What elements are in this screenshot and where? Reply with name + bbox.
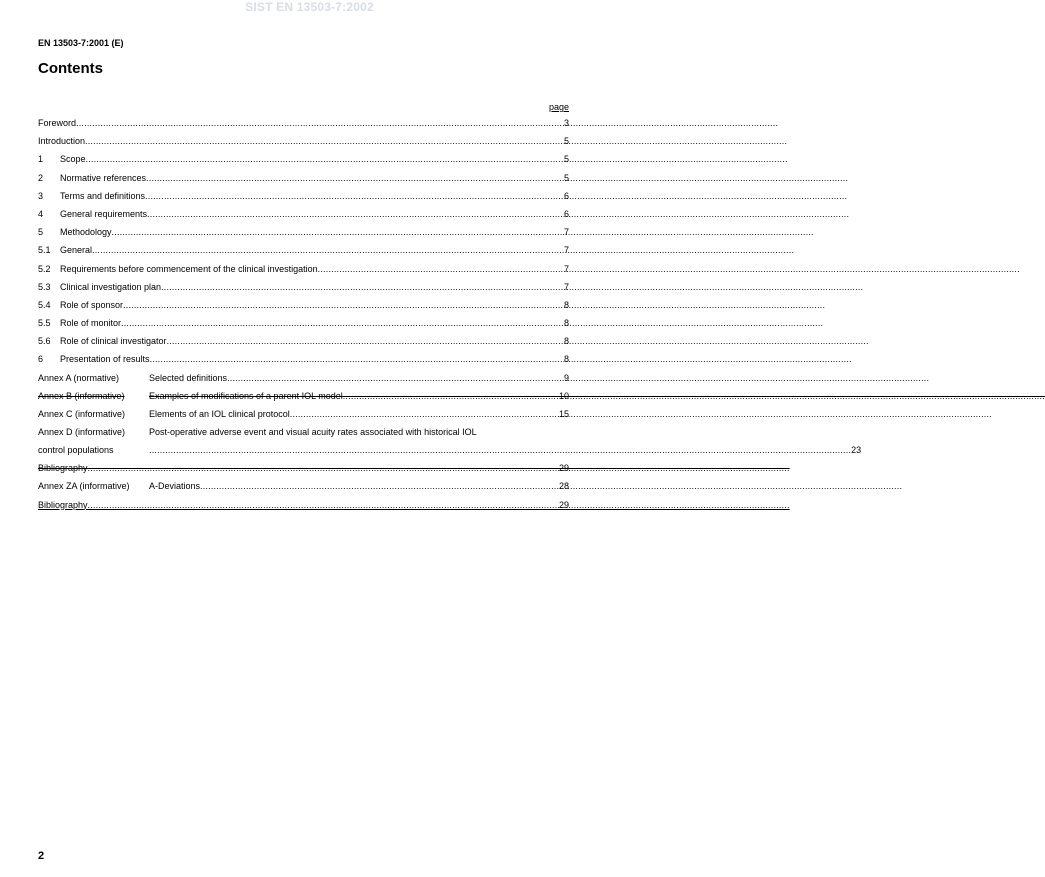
page-title: Contents	[38, 60, 103, 77]
toc-entry-page: 7	[563, 281, 569, 292]
toc-entry-page: 6	[563, 208, 569, 219]
toc-entry-page: 29	[558, 499, 569, 510]
toc-entry-page: 3	[563, 118, 569, 128]
leader-dots	[86, 154, 564, 165]
toc-entry-page: 7	[563, 263, 569, 274]
leader-dots	[121, 318, 564, 329]
watermark: SIST EN 13503-7:2002	[245, 0, 374, 14]
toc-entry[interactable]	[38, 227, 569, 245]
toc-entry-page: 6	[563, 190, 569, 201]
toc-entry[interactable]	[38, 264, 569, 282]
toc-entry-title: Foreword	[38, 118, 77, 128]
toc-entry-page: 8	[563, 354, 569, 365]
toc-entry-annex-b[interactable]	[38, 391, 569, 409]
toc-entry-annex-a[interactable]	[38, 373, 569, 391]
toc-entry-number: 5.6	[38, 336, 51, 347]
toc-entry-title: Elements of an IOL clinical protocol	[149, 409, 290, 419]
toc-entry-title: Selected definitions	[149, 372, 228, 383]
toc-entry-number: 3	[38, 190, 44, 201]
toc-entry-title: Clinical investigation plan	[60, 281, 162, 292]
toc-entry-bibliography[interactable]	[38, 500, 569, 518]
toc-entry-title: General requirements	[60, 208, 148, 219]
toc-entry-title-continued: control populations	[38, 445, 114, 456]
toc-entry[interactable]	[38, 173, 569, 191]
annex-label: Annex C (informative)	[38, 409, 126, 419]
toc-entry-annex-c[interactable]	[38, 409, 569, 427]
leader-dots	[227, 373, 564, 384]
toc-entry-page: 9	[563, 372, 569, 383]
toc-entry[interactable]	[38, 209, 569, 227]
toc-entry-page: 5	[563, 172, 569, 183]
leader-dots	[146, 173, 564, 184]
toc-entry-number: 1	[38, 154, 44, 165]
toc-entry-title: Scope	[60, 154, 86, 165]
toc-entry-title: Role of monitor	[60, 318, 122, 329]
toc-entry-number: 5	[38, 227, 44, 238]
annex-label: Annex D (informative)	[38, 427, 126, 438]
toc-entry-number: 5.1	[38, 245, 51, 256]
leader-dots	[112, 227, 564, 238]
toc-entry-page: 8	[563, 318, 569, 329]
leader-dots	[318, 264, 564, 275]
leader-dots	[343, 391, 559, 402]
toc-entry-title: A-Deviations	[149, 481, 201, 492]
toc-entry[interactable]	[38, 282, 569, 300]
toc-entry-title: Examples of modifications of a parent IOL model	[149, 390, 343, 401]
toc-entry-title: Requirements before commencement of the clinical investigation	[60, 263, 318, 274]
toc-entry-annex-d[interactable]	[38, 427, 862, 463]
toc-entry-page: 28	[558, 481, 569, 492]
toc-entry-number: 6	[38, 354, 44, 365]
toc-entry-page: 15	[558, 409, 569, 419]
toc-entry-page: 5	[563, 136, 569, 147]
toc-entry-page: 7	[563, 245, 569, 256]
page-column-label: page	[548, 102, 569, 112]
leader-dots	[200, 481, 559, 492]
leader-dots	[149, 445, 851, 456]
leader-dots	[167, 336, 564, 347]
annex-label: Annex ZA (informative)	[38, 481, 130, 492]
table-of-contents	[38, 118, 862, 518]
toc-entry-number: 5.2	[38, 263, 51, 274]
toc-entry[interactable]	[38, 300, 569, 318]
toc-entry-page: 8	[563, 336, 569, 347]
toc-entry-number: 2	[38, 172, 44, 183]
toc-entry-page: 7	[563, 227, 569, 238]
leader-dots	[92, 245, 564, 256]
toc-entry-title: Post-operative adverse event and visual acuity rates associated with historical IOL	[149, 427, 477, 438]
toc-entry-number: 5.5	[38, 318, 51, 329]
toc-entry-page: 23	[851, 445, 862, 456]
leader-dots	[145, 191, 564, 202]
leader-dots	[123, 300, 564, 311]
leader-dots	[161, 282, 564, 293]
toc-entry-page: 8	[563, 299, 569, 310]
annex-label: Annex B (informative)	[38, 390, 125, 401]
toc-entry-title: Role of sponsor	[60, 299, 124, 310]
toc-entry-title: Methodology	[60, 227, 112, 238]
toc-entry-title: Terms and definitions	[60, 190, 146, 201]
leader-dots	[85, 136, 564, 147]
toc-entry-title: Role of clinical investigator	[60, 336, 167, 347]
toc-entry-number: 4	[38, 208, 44, 219]
toc-entry-page: 5	[563, 154, 569, 165]
toc-entry[interactable]	[38, 191, 569, 209]
page-number: 2	[38, 850, 45, 862]
annex-label: Annex A (normative)	[38, 372, 120, 383]
toc-entry[interactable]	[38, 336, 569, 354]
leader-dots	[150, 354, 564, 365]
toc-entry-title: Introduction	[38, 136, 86, 147]
toc-entry-title: Presentation of results	[60, 354, 150, 365]
toc-entry-page: 10	[558, 390, 569, 401]
document-id: EN 13503-7:2001 (E)	[38, 38, 124, 48]
toc-entry[interactable]	[38, 354, 569, 372]
toc-entries	[38, 118, 569, 373]
toc-entry-title: Normative references	[60, 172, 147, 183]
toc-entry[interactable]	[38, 136, 569, 154]
leader-dots	[76, 118, 564, 129]
toc-entry-title: General	[60, 245, 93, 256]
toc-entry-bibliography-old[interactable]	[38, 463, 569, 481]
toc-entry-title: Bibliography	[38, 499, 88, 510]
toc-entry-number: 5.4	[38, 299, 51, 310]
leader-dots	[290, 409, 559, 420]
toc-entry[interactable]	[38, 245, 569, 263]
leader-dots	[147, 209, 564, 220]
leader-dots	[88, 500, 559, 511]
toc-entry-page: 29	[558, 463, 569, 474]
toc-entry-annex-za[interactable]	[38, 481, 569, 499]
leader-dots	[88, 463, 559, 474]
toc-entry-title: Bibliography	[38, 463, 88, 474]
toc-entry[interactable]	[38, 154, 569, 172]
toc-entry[interactable]	[38, 118, 569, 136]
toc-entry-number: 5.3	[38, 281, 51, 292]
toc-entry[interactable]	[38, 318, 569, 336]
